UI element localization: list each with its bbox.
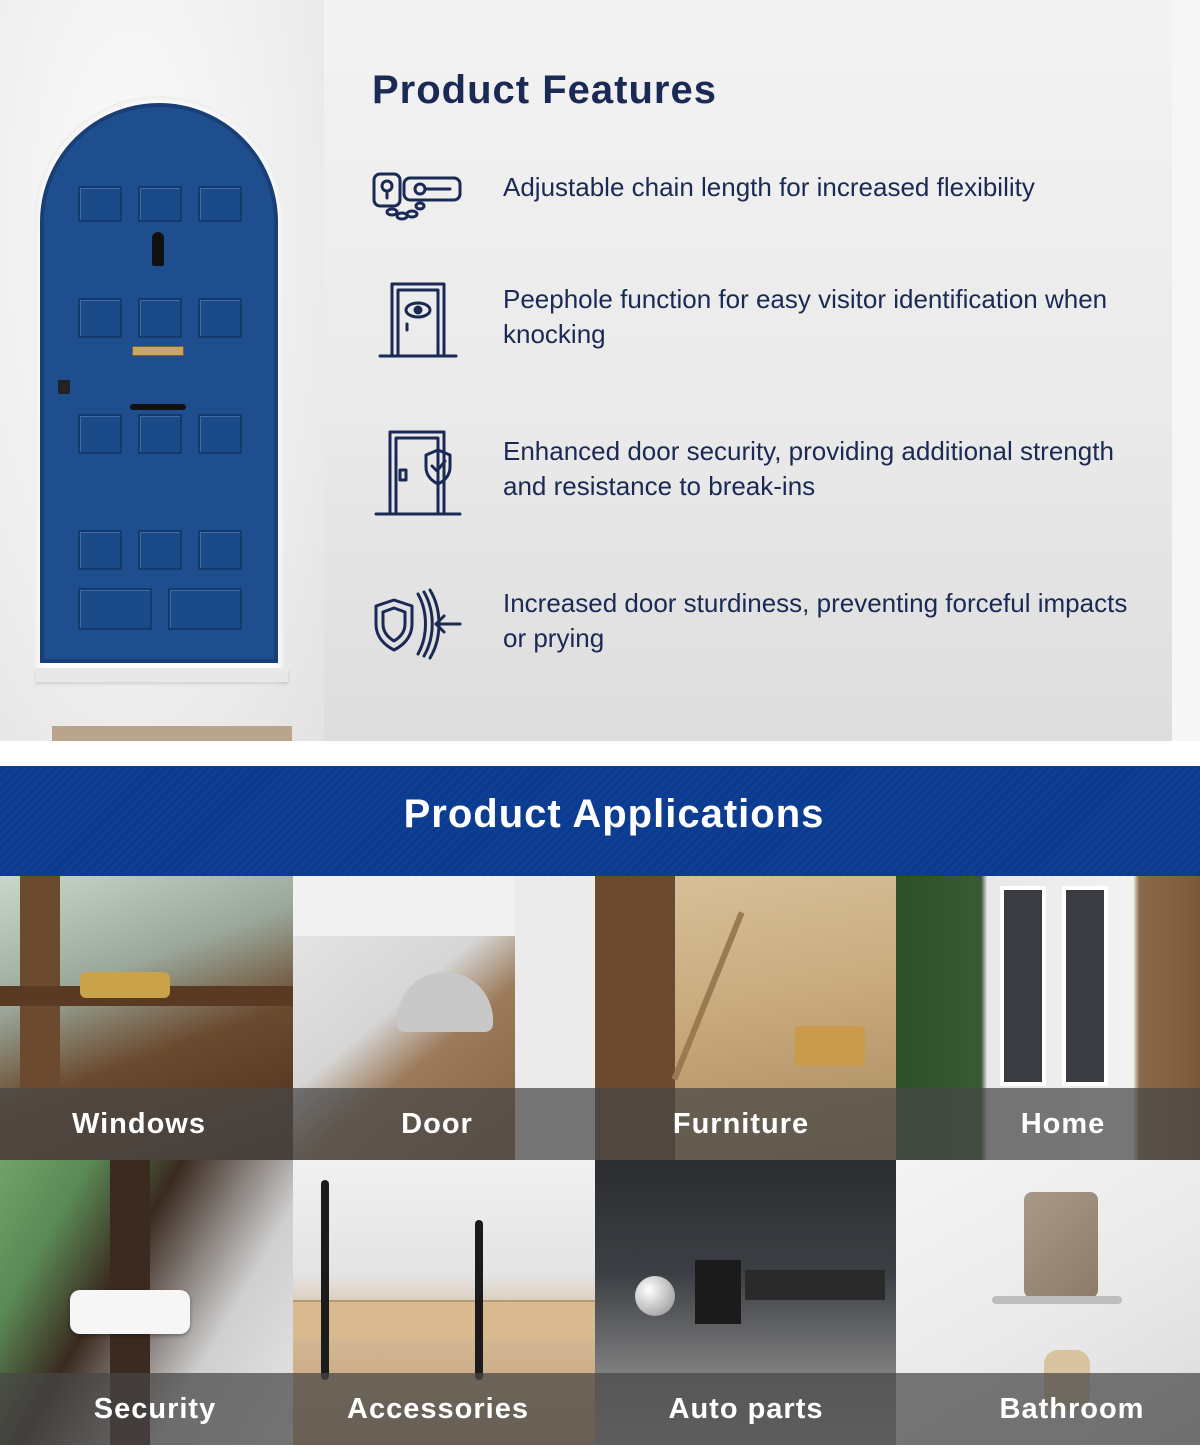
door-sill xyxy=(36,668,288,682)
door-security-shield-icon xyxy=(370,424,466,520)
hitch-ball xyxy=(635,1276,675,1316)
door-panel xyxy=(78,588,152,630)
feature-text: Adjustable chain length for increased flexibility xyxy=(503,172,1035,202)
door-panel xyxy=(138,298,182,338)
bracket xyxy=(321,1180,329,1380)
door-panel xyxy=(138,186,182,222)
tile-bathroom[interactable] xyxy=(896,1160,1200,1445)
door-panel xyxy=(198,414,242,454)
tile-label: Bathroom xyxy=(999,1393,1145,1425)
tile-auto-parts[interactable] xyxy=(595,1160,896,1445)
door-knocker xyxy=(152,232,164,266)
lid-stay xyxy=(672,911,745,1080)
feature-text: Peephole function for easy visitor identification when knocking xyxy=(503,284,1108,349)
tile-windows[interactable] xyxy=(0,876,293,1160)
window-lock xyxy=(70,1290,190,1334)
door-panel xyxy=(198,186,242,222)
door-panel xyxy=(198,530,242,570)
door-panel xyxy=(78,298,122,338)
door-glass xyxy=(1062,886,1108,1086)
door-panel xyxy=(138,414,182,454)
tile-label: Auto parts xyxy=(668,1393,824,1425)
door-mat xyxy=(52,726,292,741)
tile-label: Home xyxy=(1020,1108,1106,1140)
tile-label: Furniture xyxy=(672,1108,810,1140)
feature-text: Increased door sturdiness, preventing forceful impacts or prying xyxy=(503,588,1128,653)
applications-title: Product Applications xyxy=(403,792,825,836)
tile-label: Accessories xyxy=(347,1393,529,1425)
features-title: Product Features xyxy=(372,68,717,112)
mail-slot xyxy=(132,346,184,356)
door-lock xyxy=(58,380,70,394)
tile-label: Door xyxy=(401,1108,473,1140)
door-panel xyxy=(138,530,182,570)
door-panel xyxy=(78,186,122,222)
door-handle xyxy=(130,404,186,410)
receiver xyxy=(745,1270,885,1300)
tile-label: Security xyxy=(93,1393,217,1425)
tile-door[interactable] xyxy=(293,876,595,1160)
hinge xyxy=(795,1026,865,1066)
bracket xyxy=(475,1220,483,1380)
door-panel xyxy=(168,588,242,630)
wood-plank xyxy=(293,1300,595,1340)
hitch-mount xyxy=(695,1260,741,1324)
blue-door-photo xyxy=(0,0,324,741)
door-panel xyxy=(78,414,122,454)
door-glass xyxy=(1000,886,1046,1086)
door-peephole-icon xyxy=(370,272,466,368)
window-frame xyxy=(20,876,60,1088)
tile-furniture[interactable] xyxy=(595,876,896,1160)
door-panel xyxy=(198,298,242,338)
feature-text: Enhanced door security, providing additional strength and resistance to break-ins xyxy=(503,436,1114,501)
wall-hook-plate xyxy=(1024,1192,1098,1298)
sash-lock xyxy=(80,972,170,998)
tile-label: Windows xyxy=(71,1108,206,1140)
hook-arms xyxy=(992,1296,1122,1304)
tile-security[interactable] xyxy=(0,1160,293,1445)
right-margin-strip xyxy=(1172,0,1200,741)
tile-home[interactable] xyxy=(896,876,1200,1160)
door-chain-icon xyxy=(368,144,464,240)
door-stop xyxy=(397,972,493,1032)
impact-shield-icon xyxy=(370,576,466,672)
tile-accessories[interactable] xyxy=(293,1160,595,1445)
door-panel xyxy=(78,530,122,570)
